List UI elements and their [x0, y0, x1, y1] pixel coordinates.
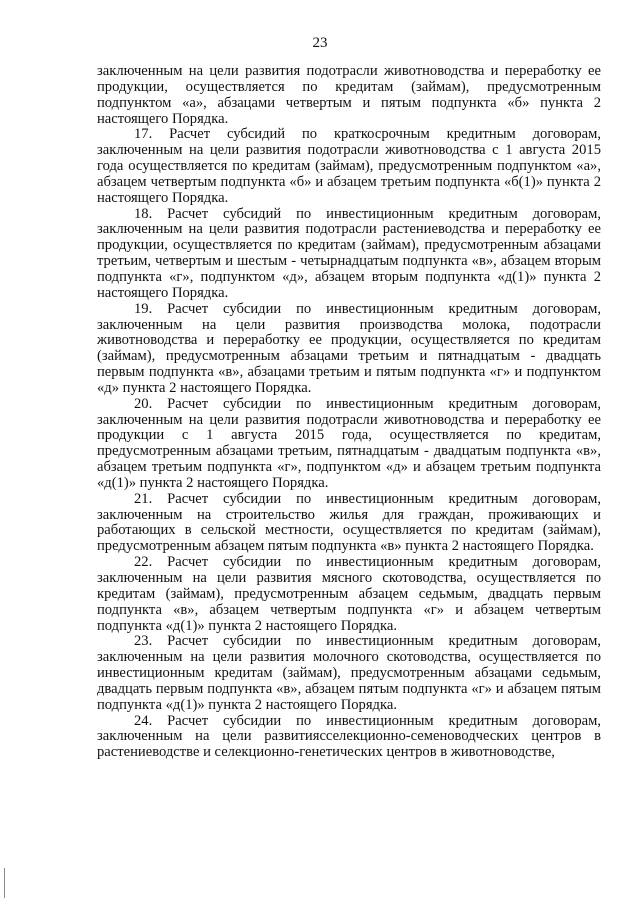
document-body: [97, 64, 601, 761]
paragraph-19: 19. Расчет субсидии по инвестиционным кредитным договорам, заключенным на цели развития производства молока, подотрасли животноводства и переработку ее продукции, осуществляется по кредитам (займам), предусмотренным абзацами третьим и пятнадцатым - двадцать первым подпункта «в», абзацами третьим и пятым подпункта «г» и подпунктом «д» пункта 2 настоящего Порядка.: [97, 300, 601, 396]
scan-margin-line: [4, 868, 5, 898]
paragraph-20: 20. Расчет субсидии по инвестиционным кредитным договорам, заключенным на цели развития подотрасли животноводства и переработку ее продукции с 1 августа 2015 года, осуществляется по кредитам, предусмотренным абзацами третьим, пятнадцатым - двадцатым подпункта «в», абзацем третьим подпункта «г», подпунктом «д» и абзацем третьим подпункта «д(1)» пункта 2 настоящего Порядка.: [97, 395, 601, 491]
paragraph-21: 21. Расчет субсидии по инвестиционным кредитным договорам, заключенным на строительство жилья для граждан, проживающих и работающих в сельской местности, осуществляется по кредитам (займам), предусмотренным абзацем пятым подпункта «в» пункта 2 настоящего Порядка.: [97, 490, 601, 555]
paragraph-23: 23. Расчет субсидии по инвестиционным кредитным договорам, заключенным на цели развития молочного скотоводства, осуществляется по инвестиционным кредитам (займам), предусмотренным абзацами седьмым, двадцать первым подпункта «в», абзацем пятым подпункта «г» и абзацем пятым подпункта «д(1)» пункта 2 настоящего Порядка.: [97, 633, 601, 713]
paragraph-17: 17. Расчет субсидий по краткосрочным кредитным договорам, заключенным на цели развития подотрасли животноводства с 1 августа 2015 года осуществляется по кредитам (займам), предусмотренным подпунктом «а», абзацем четвертым подпункта «б» и абзацем третьим подпункта «б(1)» пункта 2 настоящего Порядка.: [97, 126, 601, 206]
paragraph-22: 22. Расчет субсидии по инвестиционным кредитным договорам, заключенным на цели развития мясного скотоводства, осуществляется по кредитам (займам), предусмотренным абзацем седьмым, двадцать первым подпункта «в», абзацем четвертым подпункта «г» и абзацем четвертым подпункта «д(1)» пункта 2 настоящего Порядка.: [97, 554, 601, 634]
page-number: 23: [312, 35, 328, 51]
paragraph-18: 18. Расчет субсидий по инвестиционным кредитным договорам, заключенным на цели развития подотрасли растениеводства и переработку ее продукции, осуществляется по кредитам (займам), предусмотренным абзацами третьим, четвертым и шестым - четырнадцатым подпункта «в», абзацем вторым подпункта «г», подпунктом «д», абзацем вторым подпункта «д(1)» пункта 2 настоящего Порядка.: [97, 205, 601, 301]
paragraph-24: 24. Расчет субсидии по инвестиционным кредитным договорам, заключенным на цели развитиясселекционно-семеноводческих центров в растениеводстве и селекционно-генетических центров в животноводстве,: [97, 712, 601, 761]
paragraph-continuation: заключенным на цели развития подотрасли животноводства и переработку ее продукции, осуществляется по кредитам (займам), предусмотренным подпунктом «а», абзацами четвертым и пятым подпункта «б» пункта 2 настоящего Порядка.: [97, 63, 601, 127]
